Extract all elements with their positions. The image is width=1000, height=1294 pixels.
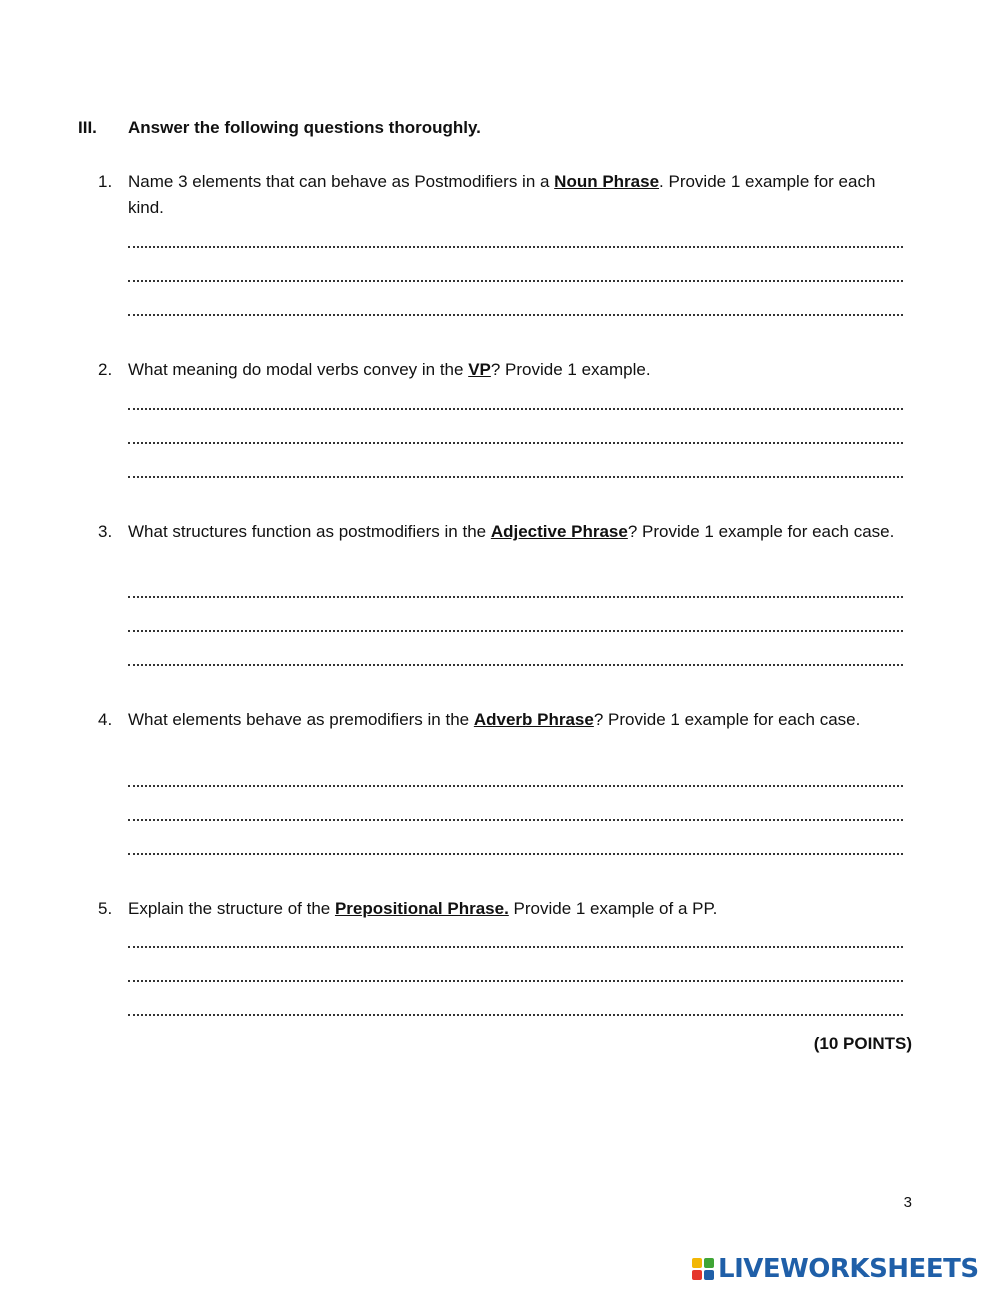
answer-line[interactable] bbox=[128, 819, 903, 821]
question-5 bbox=[98, 896, 913, 922]
logo-block bbox=[692, 1258, 702, 1268]
question-number: 3. bbox=[98, 522, 113, 541]
question-text: What meaning do modal verbs convey in the VP? Provide 1 example. bbox=[128, 360, 651, 379]
answer-line[interactable] bbox=[128, 980, 903, 982]
section-header bbox=[78, 118, 481, 138]
answer-line[interactable] bbox=[128, 408, 903, 410]
answer-line[interactable] bbox=[128, 476, 903, 478]
logo-blocks-icon bbox=[692, 1258, 714, 1280]
key-term: Adverb Phrase bbox=[473, 710, 594, 729]
answer-line[interactable] bbox=[128, 1014, 903, 1016]
liveworksheets-logo bbox=[692, 1254, 979, 1284]
key-term: Prepositional Phrase. bbox=[334, 899, 509, 918]
answer-line[interactable] bbox=[128, 596, 903, 598]
answer-line[interactable] bbox=[128, 442, 903, 444]
logo-block bbox=[692, 1270, 702, 1280]
question-text: Name 3 elements that can behave as Postmodifiers in a Noun Phrase. Provide 1 example for each kind. bbox=[128, 172, 876, 217]
answer-line[interactable] bbox=[128, 664, 903, 666]
question-1 bbox=[98, 169, 913, 221]
question-text: Explain the structure of the Prepositional Phrase. Provide 1 example of a PP. bbox=[128, 899, 718, 918]
key-term: Noun Phrase bbox=[554, 172, 660, 191]
section-title: Answer the following questions thoroughly. bbox=[128, 118, 481, 137]
section-numeral: III. bbox=[78, 118, 97, 137]
answer-line[interactable] bbox=[128, 314, 903, 316]
logo-block bbox=[704, 1270, 714, 1280]
answer-line[interactable] bbox=[128, 630, 903, 632]
question-number: 5. bbox=[98, 899, 113, 918]
question-2 bbox=[98, 357, 913, 383]
question-number: 4. bbox=[98, 710, 113, 729]
answer-line[interactable] bbox=[128, 246, 903, 248]
answer-line[interactable] bbox=[128, 280, 903, 282]
key-term: VP bbox=[468, 360, 491, 379]
question-text: What structures function as postmodifiers in the Adjective Phrase? Provide 1 example for each case. bbox=[128, 522, 895, 541]
question-3 bbox=[98, 519, 913, 545]
answer-line[interactable] bbox=[128, 785, 903, 787]
question-number: 1. bbox=[98, 172, 113, 191]
question-number: 2. bbox=[98, 360, 113, 379]
logo-block bbox=[704, 1258, 714, 1268]
logo-text: LIVEWORKSHEETS bbox=[718, 1254, 979, 1284]
key-term: Adjective Phrase bbox=[490, 522, 628, 541]
question-text: What elements behave as premodifiers in the Adverb Phrase? Provide 1 example for each case. bbox=[128, 710, 861, 729]
answer-line[interactable] bbox=[128, 946, 903, 948]
points-label: (10 POINTS) bbox=[813, 1034, 912, 1053]
question-4 bbox=[98, 707, 913, 733]
answer-line[interactable] bbox=[128, 853, 903, 855]
page-number: 3 bbox=[903, 1194, 912, 1211]
